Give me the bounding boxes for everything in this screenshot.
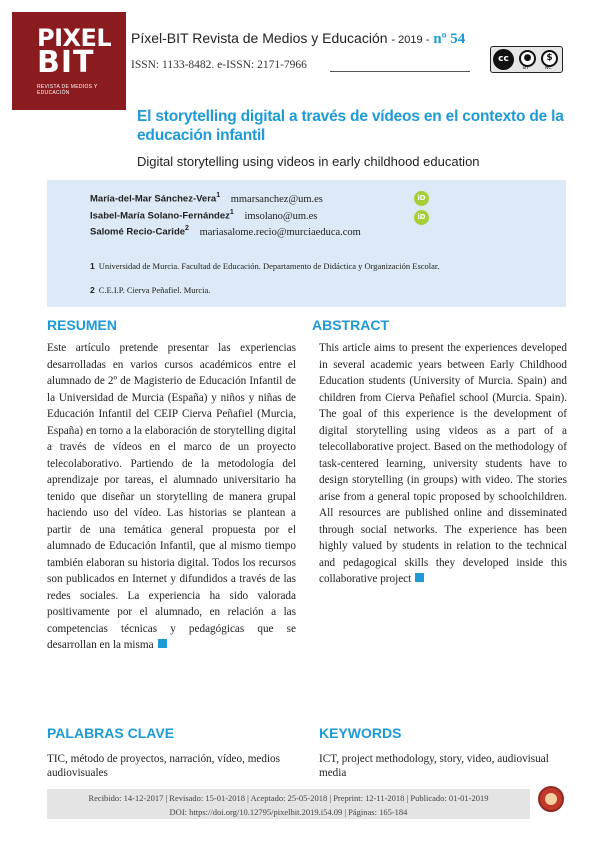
- journal-name: Píxel-BIT Revista de Medios y Educación: [131, 30, 388, 46]
- journal-header: [131, 30, 465, 48]
- author-name: Salomé Recio-Caride: [90, 226, 186, 238]
- author-row: [90, 209, 317, 222]
- author-info-box: [47, 180, 566, 307]
- author-affiliation-mark: 2: [185, 225, 189, 232]
- author-name: Isabel-María Solano-Fernández: [90, 210, 230, 222]
- logo-word-bit: BIT: [37, 45, 95, 80]
- publication-footer: [47, 789, 530, 819]
- author-name: María-del-Mar Sánchez-Vera: [90, 193, 217, 205]
- author-affiliation-mark: 1: [216, 192, 221, 199]
- resumen-body: [47, 340, 296, 654]
- orcid-icon[interactable]: iD: [414, 191, 429, 206]
- end-square-icon: [158, 639, 167, 648]
- journal-number: nº 54: [433, 31, 466, 47]
- publication-dates: Recibido: 14-12-2017 | Revisado: 15-01-2018 | Aceptado: 25-05-2018 | Preprint: 12-11-2018 | Publicado: 01-01-2019: [88, 793, 489, 803]
- affiliation-number: 2: [90, 285, 95, 295]
- keywords-text: ICT, project methodology, story, video, audiovisual media: [319, 753, 549, 779]
- author-row: [90, 192, 323, 205]
- article-title: El storytelling digital a través de vídeos en el contexto de la educación infantil: [137, 108, 564, 144]
- logo-word-pixel: PIXEL: [37, 24, 112, 52]
- logo-tagline: REVISTA DE MEDIOS Y EDUCACIÓN: [37, 84, 98, 96]
- cc-license-badge[interactable]: [490, 46, 563, 73]
- resumen-heading: RESUMEN: [47, 317, 118, 333]
- end-square-icon: [415, 573, 424, 582]
- non-commercial-icon: $: [541, 50, 558, 67]
- affiliation-text: C.E.I.P. Cierva Peñafiel. Murcia.: [98, 285, 211, 295]
- affiliation-number: 1: [90, 261, 95, 271]
- cc-nc-label: NC: [545, 66, 552, 71]
- author-row: [90, 225, 361, 238]
- cc-icon: cc: [493, 49, 514, 70]
- author-email[interactable]: mmarsanchez@um.es: [230, 193, 323, 205]
- resumen-text: Este artículo pretende presentar las experiencias desarrolladas en varios cursos académicos entre el alumnado de 2º de Magisterio de Educación Infantil de la Universidad de Murcia (España) y niños y niñas de Educación Infantil del CEIP Cierva Peñafiel (Murcia, España) en torno a la elaboración de storytelling digital a través de vídeos en el marco de un proyecto telecolaborativo. Partiendo de la metodología del aprendizaje por tareas, el alumnado universitario ha tenido que diseñar un storytelling de manera grupal haciendo uso del vídeo. Las historias se plantean a partir de una temática general propuesta por el alumnado de Educación Infantil, que al mismo tiempo también elaboran su historia digital. Todos los recursos son publicados en Internet y difundidos a través de las redes sociales. La experiencia ha sido valorada positivamente por el alumnado, en relación a las competencias técnicas y pedagógicas que se desarrollan en la misma: [47, 342, 296, 651]
- journal-logo: [12, 12, 126, 110]
- abstract-body: [319, 340, 567, 588]
- abstract-heading: ABSTRACT: [312, 317, 389, 333]
- abstract-text: This article aims to present the experiences developed in several academic years between Early Childhood Education students (University of Murcia. Spain) and children from Cierva Peñafiel school (Murcia. Spain). The goal of this experience is the development of digital storytelling using videos as a part of a telecollaborative project. Based on the methodology of task-centered learning, university students have to design storytelling (in groups) with video. The stories arise from a general topic proposed by schoolchildren. All resources are published online and disseminated through social networks. The experience has been highly valued by students in relation to the technical and pedagogical skills they developed inside this collaborative project: [319, 342, 567, 585]
- author-affiliation-mark: 1: [229, 209, 234, 216]
- affiliation-line: [90, 285, 210, 295]
- palabras-clave-heading: PALABRAS CLAVE: [47, 725, 175, 741]
- orcid-icon[interactable]: iD: [414, 210, 429, 225]
- university-seal-icon: [538, 786, 564, 812]
- cc-by-label: BY: [523, 66, 529, 71]
- keywords-heading: KEYWORDS: [319, 725, 402, 741]
- author-email[interactable]: imsolano@um.es: [244, 210, 318, 222]
- affiliation-line: [90, 261, 439, 271]
- issn: ISSN: 1133-8482. e-ISSN: 2171-7966: [131, 59, 307, 71]
- article-subtitle: Digital storytelling using videos in early childhood education: [137, 154, 480, 169]
- palabras-clave-text: TIC, método de proyectos, narración, vídeo, medios audiovisuales: [47, 753, 281, 779]
- issn-divider: [330, 71, 470, 72]
- doi-line[interactable]: DOI: https://doi.org/10.12795/pixelbit.2019.i54.09 | Páginas: 165-184: [169, 807, 408, 817]
- author-email[interactable]: mariasalome.recio@murciaeduca.com: [199, 226, 361, 238]
- journal-year: - 2019 -: [391, 34, 430, 46]
- person-icon: ●: [519, 50, 536, 67]
- affiliation-text: Universidad de Murcia. Facultad de Educación. Departamento de Didáctica y Organización Escolar.: [98, 261, 440, 271]
